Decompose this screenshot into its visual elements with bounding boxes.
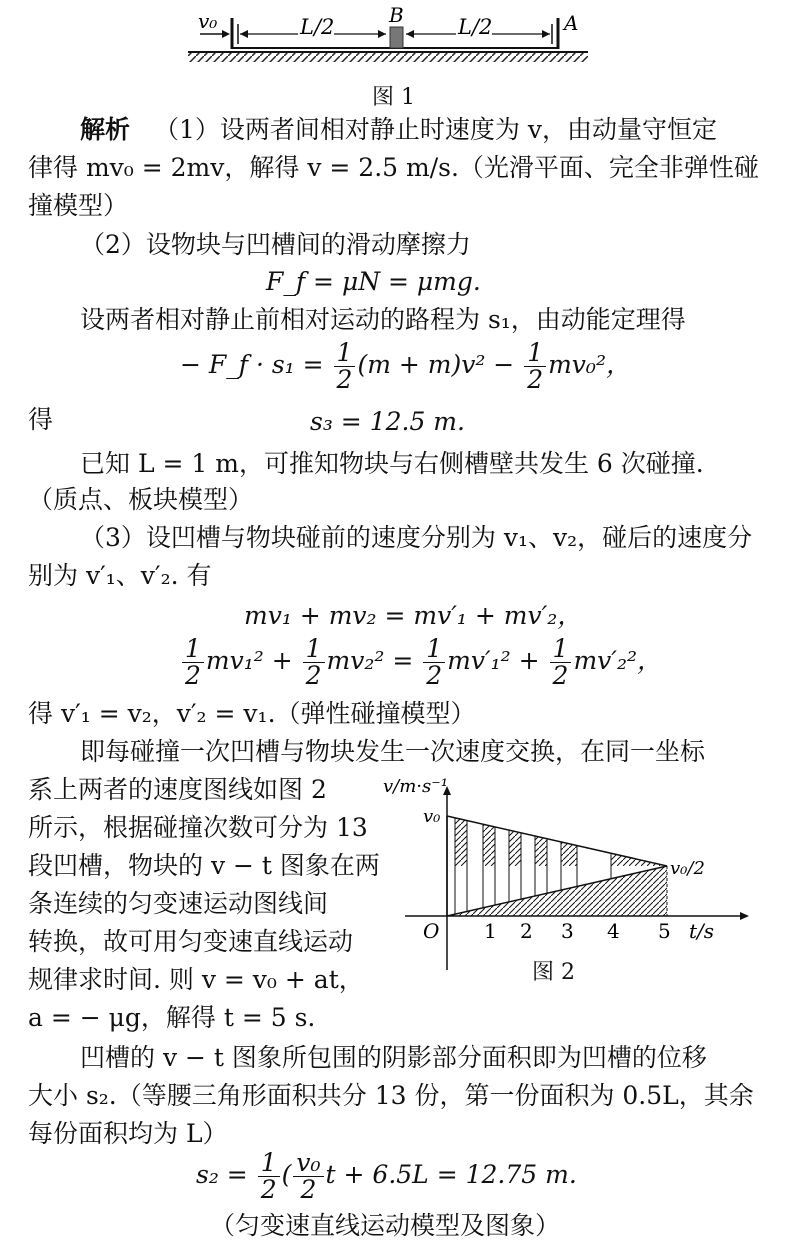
fraction-one-half: $\frac{1}{2}$ bbox=[303, 636, 325, 689]
x-tick-label: 3 bbox=[561, 919, 574, 943]
fraction-one-half: $\frac{1}{2}$ bbox=[524, 340, 546, 393]
part3-text-c: 得 v′₁ = v₂，v′₂ = v₁.（弹性碰撞模型） bbox=[28, 699, 476, 728]
part3-text-b: 别为 v′₁、v′₂. 有 bbox=[28, 561, 212, 590]
part2-text-b: 设两者相对静止前相对运动的路程为 s₁，由动能定理得 bbox=[80, 305, 686, 334]
origin-label: O bbox=[423, 919, 440, 943]
fraction-v0-over-2: $\frac{\text{v₀}}{2}$ bbox=[293, 1150, 323, 1203]
fig1-label-b: B bbox=[389, 3, 404, 27]
equation-momentum: mv₁ + mv₂ = mv′₁ + mv′₂， bbox=[244, 601, 583, 630]
figure-2-caption: 图 2 bbox=[532, 960, 575, 985]
analysis-line bbox=[80, 110, 717, 150]
eq-energy-lhs: − F_f · s₁ = bbox=[180, 350, 332, 379]
part2-text-a: （2）设物块与凹槽间的滑动摩擦力 bbox=[80, 230, 471, 259]
part4-text-b: 大小 s₂.（等腰三角形面积共分 13 份，第一份面积为 0.5L，其余 bbox=[28, 1081, 754, 1110]
part1-text-a: （1）设两者间相对静止时速度为 v，由动量守恒定 bbox=[153, 115, 717, 144]
x-tick-label: 5 bbox=[658, 919, 671, 943]
equation-friction: F_f = μN = μmg. bbox=[266, 267, 481, 296]
part3-text-a: （3）设凹槽与物块碰前的速度分别为 v₁、v₂，碰后的速度分 bbox=[80, 523, 753, 552]
equation-energy bbox=[180, 340, 631, 393]
x-tick-label: 4 bbox=[607, 919, 620, 943]
fraction-one-half: $\frac{1}{2}$ bbox=[550, 636, 572, 689]
closing-note: （匀变速直线运动模型及图象） bbox=[210, 1211, 561, 1240]
x-axis-label: t/s bbox=[689, 919, 715, 943]
part3-text-e6: 规律求时间. 则 v = v₀ + at， bbox=[28, 965, 364, 994]
part3-text-e2: 所示，根据碰撞次数可分为 13 bbox=[28, 813, 368, 842]
part4-text-a: 凹槽的 v − t 图象所包围的阴影部分面积即为凹槽的位移 bbox=[80, 1043, 707, 1072]
ground-hatching bbox=[188, 52, 588, 62]
equation-s2: s₂ = $\frac{1}{2}$ ( $\frac{\text{v₀}}{2}$ t + 6.5L = 12.75 m. bbox=[196, 1148, 577, 1204]
part3-text-d: 即每碰撞一次凹槽与物块发生一次速度交换，在同一坐标 bbox=[80, 737, 706, 766]
fraction-one-half: $\frac{1}{2}$ bbox=[423, 636, 445, 689]
fig1-label-half-left: L/2 bbox=[300, 15, 335, 39]
part2-text-c: 已知 L = 1 m，可推知物块与右侧槽壁共发生 6 次碰撞. bbox=[80, 449, 704, 478]
fraction-one-half: $\frac{1}{2}$ bbox=[258, 1150, 280, 1203]
figure-2-vt-graph bbox=[383, 770, 775, 985]
fig1-label-v0: v₀ bbox=[198, 9, 218, 33]
label-v0: v₀ bbox=[423, 806, 441, 827]
fraction-one-half: $\frac{1}{2}$ bbox=[182, 636, 204, 689]
x-tick-label: 1 bbox=[484, 919, 497, 943]
part3-text-e4: 条连续的匀变速运动图线间 bbox=[28, 889, 329, 918]
upper-shaded-region bbox=[447, 810, 667, 870]
x-tick-label: 2 bbox=[520, 919, 533, 943]
analysis-heading: 解析 bbox=[80, 115, 131, 144]
figure-1-caption: 图 1 bbox=[372, 85, 415, 110]
y-axis-label: v/m·s⁻¹ bbox=[383, 776, 448, 797]
part1-text-b: 律得 mv₀ = 2mv，解得 v = 2.5 m/s.（光滑平面、完全非弹性碰 bbox=[28, 153, 759, 182]
figure-1-groove-diagram bbox=[180, 0, 600, 72]
part3-text-e5: 转换，故可用匀变速直线运动 bbox=[28, 927, 354, 956]
part4-text-c: 每份面积均为 L） bbox=[28, 1119, 228, 1148]
lower-shaded-region bbox=[447, 860, 667, 920]
equation-kinetic-energy: $\frac{1}{2}$ mv₁² + $\frac{1}{2}$ mv₂² = $\frac{1}{2}$ mv′₁² + $\frac{1}{2}$ mv′₂²， bbox=[180, 636, 662, 689]
part1-text-c: 撞模型） bbox=[28, 191, 129, 220]
eq-energy-mid: (m + m)v² − bbox=[357, 350, 523, 379]
part2-text-d: （质点、板块模型） bbox=[28, 485, 254, 514]
part3-text-e7: a = − μg，解得 t = 5 s. bbox=[28, 1003, 316, 1032]
fig1-label-half-right: L/2 bbox=[458, 15, 493, 39]
fraction-one-half: $\frac{1}{2}$ bbox=[334, 340, 356, 393]
block-b bbox=[390, 27, 403, 48]
label-half-v0: v₀/2 bbox=[670, 858, 705, 879]
fig1-label-a: A bbox=[564, 11, 579, 35]
eq-energy-end: mv₀²， bbox=[548, 350, 631, 379]
word-de: 得 bbox=[28, 405, 54, 434]
part3-text-e1: 系上两者的速度图线如图 2 bbox=[28, 775, 327, 804]
part3-text-e3: 段凹槽，物块的 v − t 图象在两 bbox=[28, 851, 380, 880]
equation-s3: s₃ = 12.5 m. bbox=[310, 407, 465, 436]
